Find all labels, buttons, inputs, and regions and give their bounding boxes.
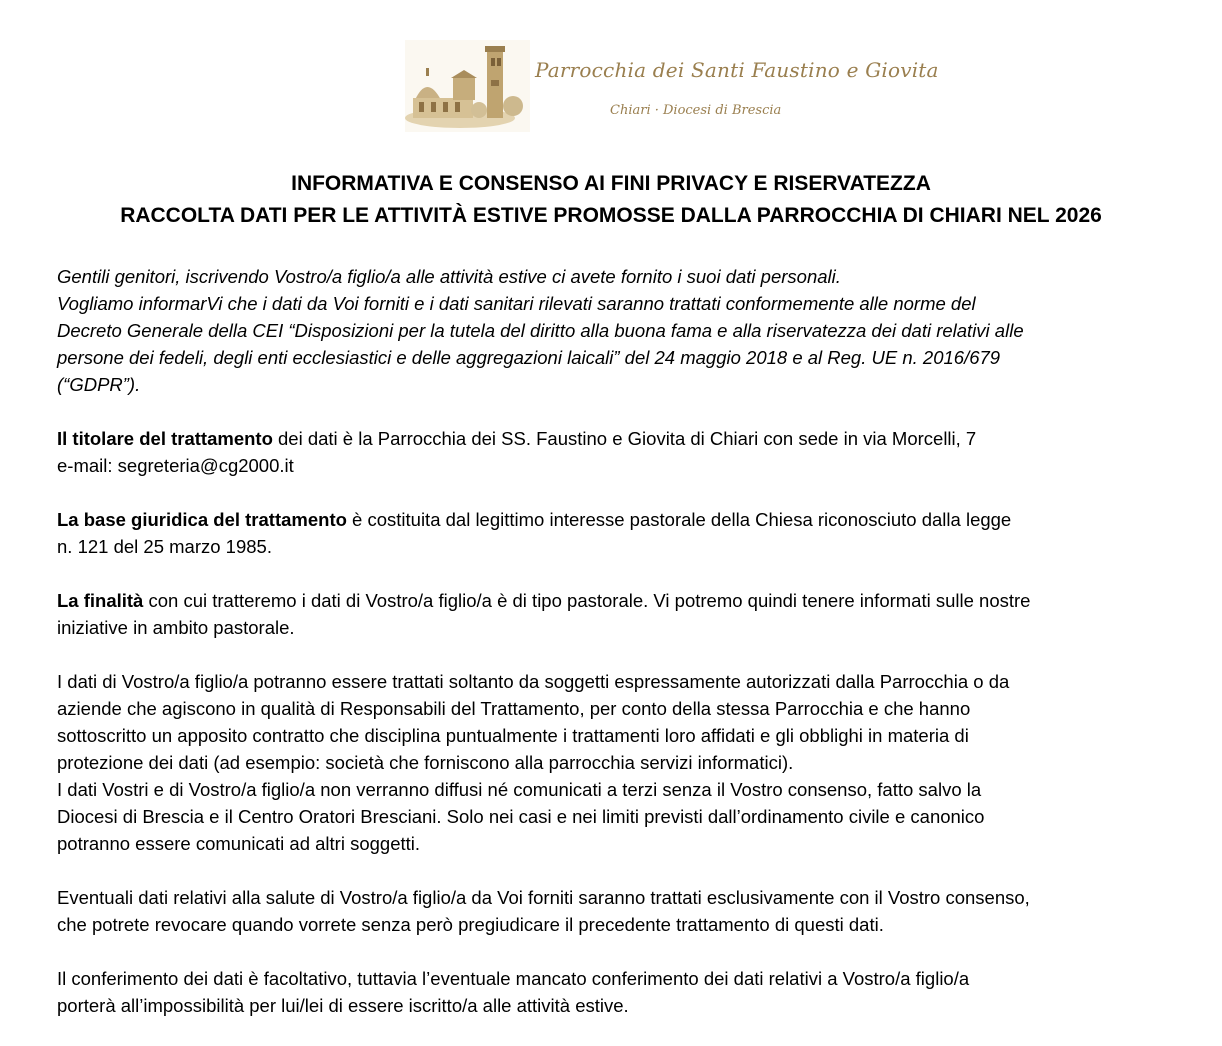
soggetti-line: protezione dei dati (ad esempio: società che forniscono alla parrocchia servizi informatici). — [57, 752, 794, 773]
finalita-bold: La finalità — [57, 590, 144, 611]
titolare-line — [57, 425, 1187, 452]
conferimento-line: porterà all’impossibilità per lui/lei di essere iscritto/a alle attività estive. — [57, 995, 629, 1016]
soggetti-line: sottoscritto un apposito contratto che disciplina puntualmente i trattamenti loro affidati e gli obblighi in materia di — [57, 725, 969, 746]
soggetti-line: I dati Vostri e di Vostro/a figlio/a non verranno diffusi né comunicati a terzi senza il Vostro consenso, fatto salvo la — [57, 779, 982, 800]
base-bold: La base giuridica del trattamento — [57, 509, 347, 530]
conferimento-line: Il conferimento dei dati è facoltativo, tuttavia l’eventuale mancato conferimento dei dati relativi a Vostro/a figlio/a — [57, 968, 970, 989]
soggetti-line: aziende che agiscono in qualità di Responsabili del Trattamento, per conto della stessa Parrocchia e che hanno — [57, 698, 971, 719]
title-line-2: RACCOLTA DATI PER LE ATTIVITÀ ESTIVE PROMOSSE DALLA PARROCCHIA DI CHIARI NEL 2026 — [120, 204, 1102, 227]
titolare-text: dei dati è la Parrocchia dei SS. Faustino e Giovita di Chiari con sede in via Morcelli, 7 — [272, 428, 977, 449]
parish-subtitle: Chiari · Diocesi di Brescia — [610, 103, 782, 118]
soggetti-line: potranno essere comunicati ad altri soggetti. — [57, 833, 421, 854]
base-paragraph — [57, 506, 1187, 560]
letterhead — [405, 40, 939, 132]
document-title — [0, 168, 1222, 232]
salute-line: Eventuali dati relativi alla salute di Vostro/a figlio/a da Voi forniti saranno trattati esclusivamente con il Vostro consenso, — [57, 887, 1030, 908]
soggetti-line: I dati di Vostro/a figlio/a potranno essere trattati soltanto da soggetti espressamente autorizzati dalla Parrocchia o da — [57, 671, 1010, 692]
intro-line: persone dei fedeli, degli enti ecclesiastici e delle aggregazioni laicali” del 24 maggio 2018 e al Reg. UE n. 2016/679 — [57, 347, 1001, 368]
titolare-paragraph — [57, 425, 1187, 479]
intro-line: Vogliamo informarVi che i dati da Voi forniti e i dati sanitari rilevati saranno trattati conformemente alle norme del — [57, 293, 976, 314]
title-line-1: INFORMATIVA E CONSENSO AI FINI PRIVACY E RISERVATEZZA — [291, 172, 931, 195]
finalita-paragraph — [57, 587, 1187, 641]
intro-line: Decreto Generale della CEI “Disposizioni per la tutela del diritto alla buona fama e alla riservatezza dei dati relativi alle — [57, 320, 1024, 341]
intro-paragraph — [57, 263, 1187, 398]
document-body — [57, 263, 1187, 1046]
finalita-line — [57, 587, 1187, 614]
soggetti-line: Diocesi di Brescia e il Centro Oratori Bresciani. Solo nei casi e nei limiti previsti dall’ordinamento civile e canonico — [57, 806, 985, 827]
church-illustration-icon — [405, 40, 530, 132]
intro-line: (“GDPR”). — [57, 374, 141, 395]
parish-name: Parrocchia dei Santi Faustino e Giovita — [535, 58, 939, 82]
finalita-text: con cui tratteremo i dati di Vostro/a figlio/a è di tipo pastorale. Vi potremo quindi tenere informati sulle nostre — [143, 590, 1031, 611]
intro-line: Gentili genitori, iscrivendo Vostro/a figlio/a alle attività estive ci avete fornito i suoi dati personali. — [57, 266, 841, 287]
titolare-email: e-mail: segreteria@cg2000.it — [57, 455, 294, 476]
titolare-bold: Il titolare del trattamento — [57, 428, 273, 449]
base-text: è costituita dal legittimo interesse pastorale della Chiesa riconosciuto dalla legge — [346, 509, 1012, 530]
salute-paragraph — [57, 884, 1187, 938]
salute-line: che potrete revocare quando vorrete senza però pregiudicare il precedente trattamento di questi dati. — [57, 914, 884, 935]
soggetti-paragraph — [57, 668, 1187, 857]
base-line — [57, 506, 1187, 533]
conferimento-paragraph — [57, 965, 1187, 1019]
base-line-2: n. 121 del 25 marzo 1985. — [57, 536, 272, 557]
finalita-line-2: iniziative in ambito pastorale. — [57, 617, 295, 638]
